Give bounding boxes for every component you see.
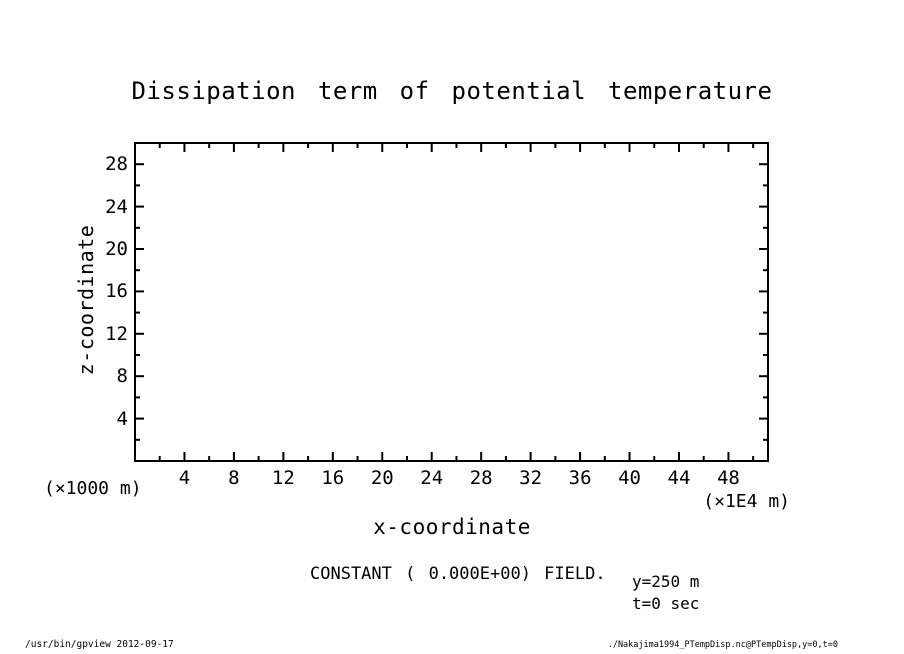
y-slice-annotation: y=250 m bbox=[632, 572, 700, 591]
x-axis-title: x-coordinate bbox=[373, 515, 531, 539]
y-tick-label: 12 bbox=[105, 322, 128, 345]
x-tick-label: 8 bbox=[228, 467, 240, 489]
x-tick-label: 4 bbox=[178, 467, 191, 489]
x-tick-label: 12 bbox=[271, 467, 295, 489]
x-tick-label: 44 bbox=[667, 467, 691, 489]
x-tick-label: 32 bbox=[519, 467, 543, 489]
x-axis-unit-label: (×1E4 m) bbox=[703, 491, 790, 512]
x-tick-label: 20 bbox=[370, 467, 394, 489]
y-tick-label: 4 bbox=[116, 407, 128, 430]
x-tick-label: 24 bbox=[420, 467, 444, 489]
axes-box bbox=[135, 143, 768, 461]
y-tick-label: 20 bbox=[105, 238, 128, 260]
y-tick-label: 28 bbox=[105, 153, 128, 176]
x-tick-label: 16 bbox=[321, 467, 345, 489]
command-footer: /usr/bin/gpview 2012-09-17 bbox=[25, 639, 174, 650]
datafile-footer: ./Nakajima1994_PTempDisp.nc@PTempDisp,y=0,t=0 bbox=[607, 640, 838, 650]
x-tick-label: 28 bbox=[469, 467, 493, 489]
y-tick-label: 16 bbox=[105, 280, 128, 303]
plot-title: Dissipation term of potential temperature bbox=[131, 77, 773, 105]
x-tick-label: 36 bbox=[568, 467, 592, 489]
y-tick-label: 24 bbox=[105, 195, 128, 218]
time-annotation: t=0 sec bbox=[632, 594, 700, 613]
y-axis-title: z-coordinate bbox=[74, 224, 98, 376]
constant-field-note: CONSTANT ( 0.000E+00) FIELD. bbox=[310, 564, 606, 584]
x-tick-label: 48 bbox=[716, 467, 740, 489]
y-axis-unit-label: (×1000 m) bbox=[44, 478, 142, 499]
y-tick-label: 8 bbox=[116, 365, 128, 388]
x-tick-label: 40 bbox=[618, 467, 641, 489]
